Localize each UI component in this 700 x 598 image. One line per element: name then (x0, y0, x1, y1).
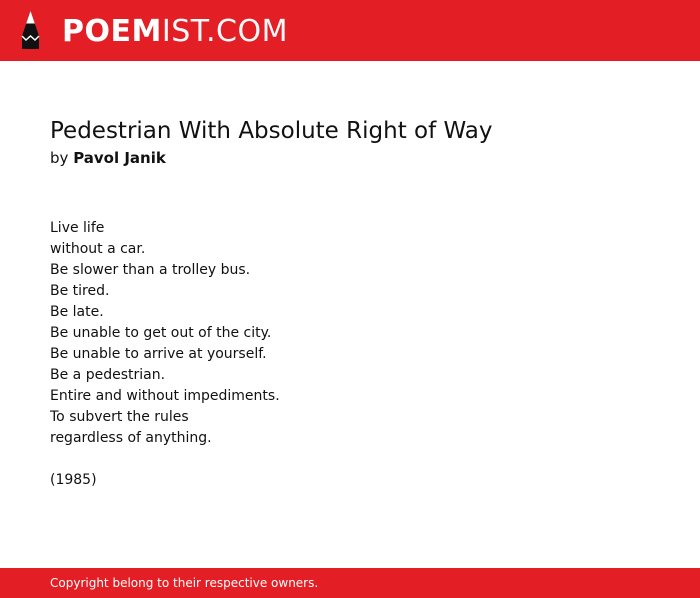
copyright-text: Copyright belong to their respective owners. (50, 576, 319, 590)
poem-line: Be unable to get out of the city. (50, 325, 272, 341)
poem-line: Be slower than a trolley bus. (50, 262, 251, 278)
by-label: by (50, 149, 69, 167)
site-footer (0, 568, 700, 598)
site-header (0, 0, 700, 61)
poem-line: To subvert the rules (50, 409, 189, 425)
poem-heading (50, 115, 650, 169)
poem-line: Be a pedestrian. (50, 367, 166, 383)
pencil-tip-icon (18, 10, 43, 51)
poem-line: Be late. (50, 304, 104, 320)
poem-line: Entire and without impediments. (50, 388, 280, 404)
poem-author[interactable]: Pavol Janik (73, 149, 166, 167)
poem-line: without a car. (50, 241, 146, 257)
logo-text-bold: POEM (62, 13, 162, 49)
poem-line: Live life (50, 220, 105, 236)
poem-body (50, 218, 650, 491)
poem-line: Be unable to arrive at yourself. (50, 346, 267, 362)
poem-title: Pedestrian With Absolute Right of Way (50, 118, 493, 144)
poem-line: Be tired. (50, 283, 110, 299)
poem-date: (1985) (50, 472, 97, 488)
poem-byline (50, 147, 650, 169)
logo-text-light: IST.COM (161, 13, 288, 49)
site-logo-link[interactable] (62, 12, 288, 50)
poem-line: regardless of anything. (50, 430, 212, 446)
